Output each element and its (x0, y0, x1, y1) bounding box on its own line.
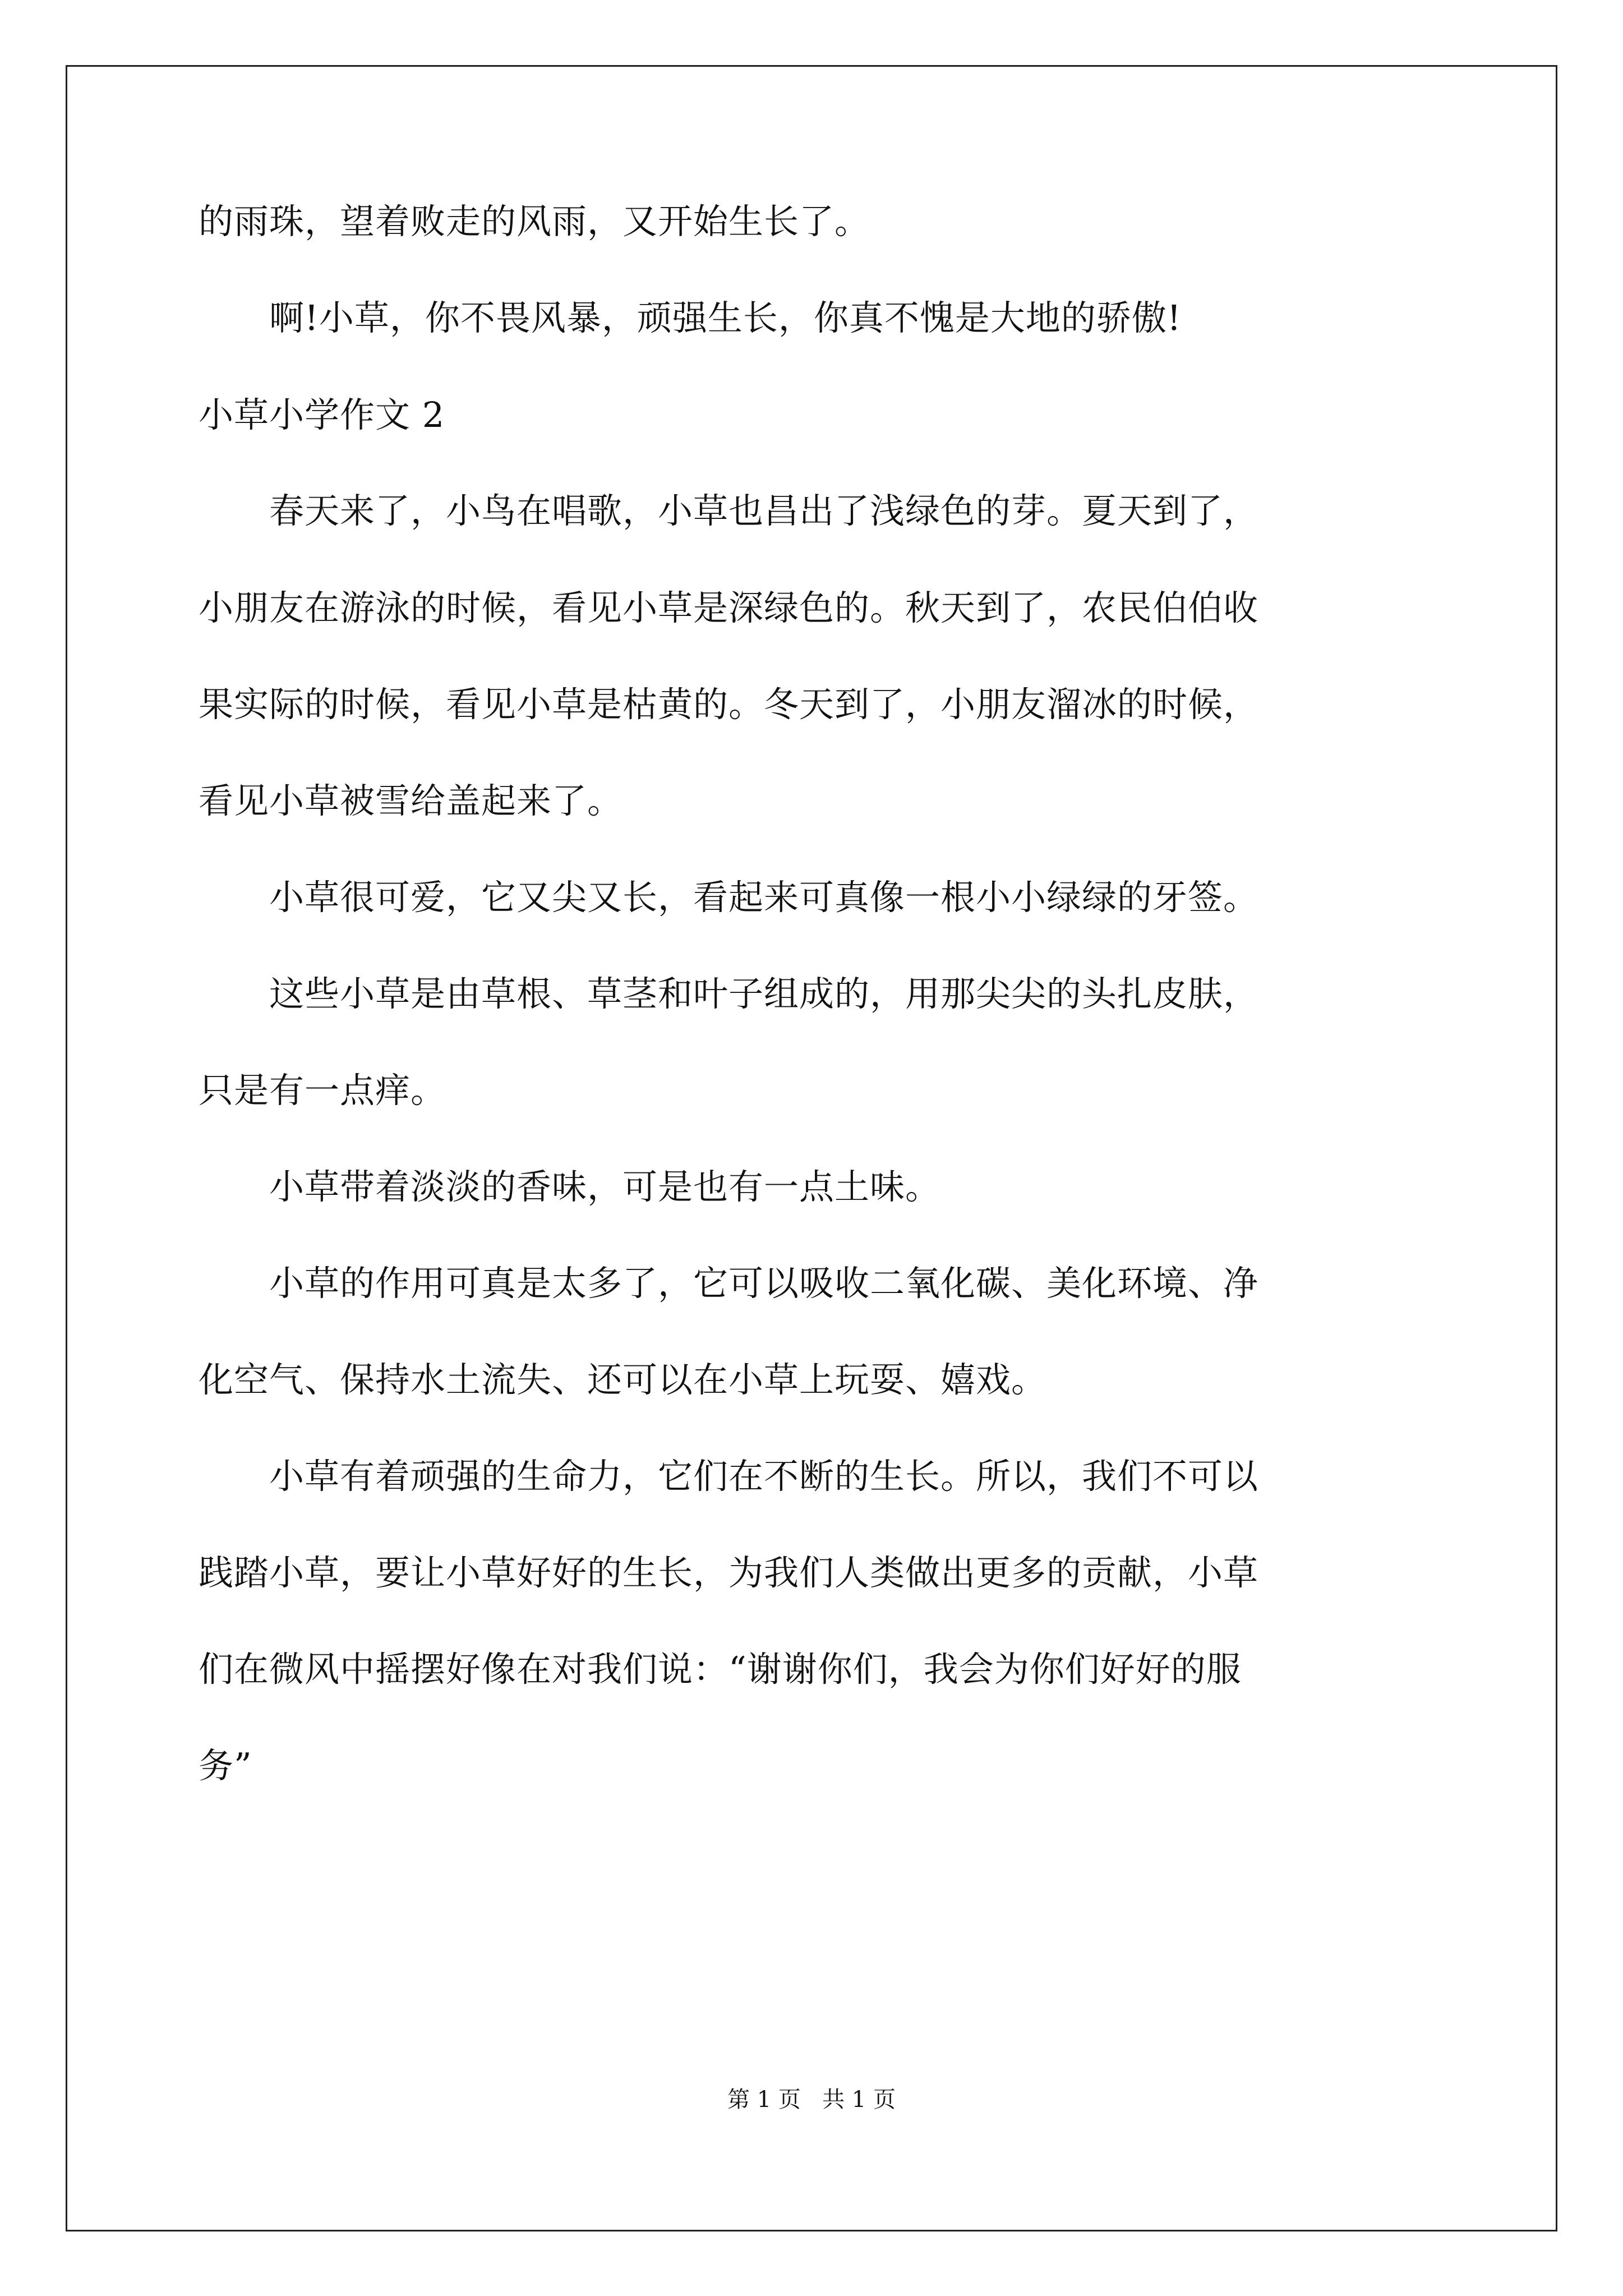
text-line: 小草有着顽强的生命力，它们在不断的生长。所以，我们不可以 (199, 1456, 1259, 1497)
section-heading: 小草小学作文 2 (199, 394, 445, 435)
text-line: 春天来了，小鸟在唱歌，小草也昌出了浅绿色的芽。夏天到了， (199, 490, 1259, 531)
text-line: 小草带着淡淡的香味，可是也有一点土味。 (199, 1166, 941, 1207)
text-line: 看见小草被雪给盖起来了。 (199, 780, 623, 821)
text-line: 小草的作用可真是太多了，它可以吸收二氧化碳、美化环境、净 (199, 1263, 1259, 1304)
page-border (66, 65, 1557, 2231)
text-line: 的雨珠，望着败走的风雨，又开始生长了。 (199, 201, 870, 242)
text-line: 务” (199, 1745, 252, 1786)
text-line: 化空气、保持水土流失、还可以在小草上玩耍、嬉戏。 (199, 1359, 1047, 1400)
text-line: 践踏小草，要让小草好好的生长，为我们人类做出更多的贡献，小草 (199, 1552, 1259, 1593)
text-line: 小朋友在游泳的时候，看见小草是深绿色的。秋天到了，农民伯伯收 (199, 587, 1259, 628)
text-line: 小草很可爱，它又尖又长，看起来可真像一根小小绿绿的牙签。 (199, 877, 1259, 918)
text-line: 啊!小草，你不畏风暴，顽强生长，你真不愧是大地的骄傲! (199, 297, 1182, 338)
text-line: 只是有一点痒。 (199, 1070, 446, 1111)
text-line: 这些小草是由草根、草茎和叶子组成的，用那尖尖的头扎皮肤， (199, 973, 1259, 1014)
page-number-footer: 第 1 页 共 1 页 (727, 2087, 896, 2113)
text-line: 们在微风中摇摆好像在对我们说：“谢谢你们，我会为你们好好的服 (199, 1649, 1242, 1690)
text-line: 果实际的时候，看见小草是枯黄的。冬天到了，小朋友溜冰的时候， (199, 684, 1259, 725)
